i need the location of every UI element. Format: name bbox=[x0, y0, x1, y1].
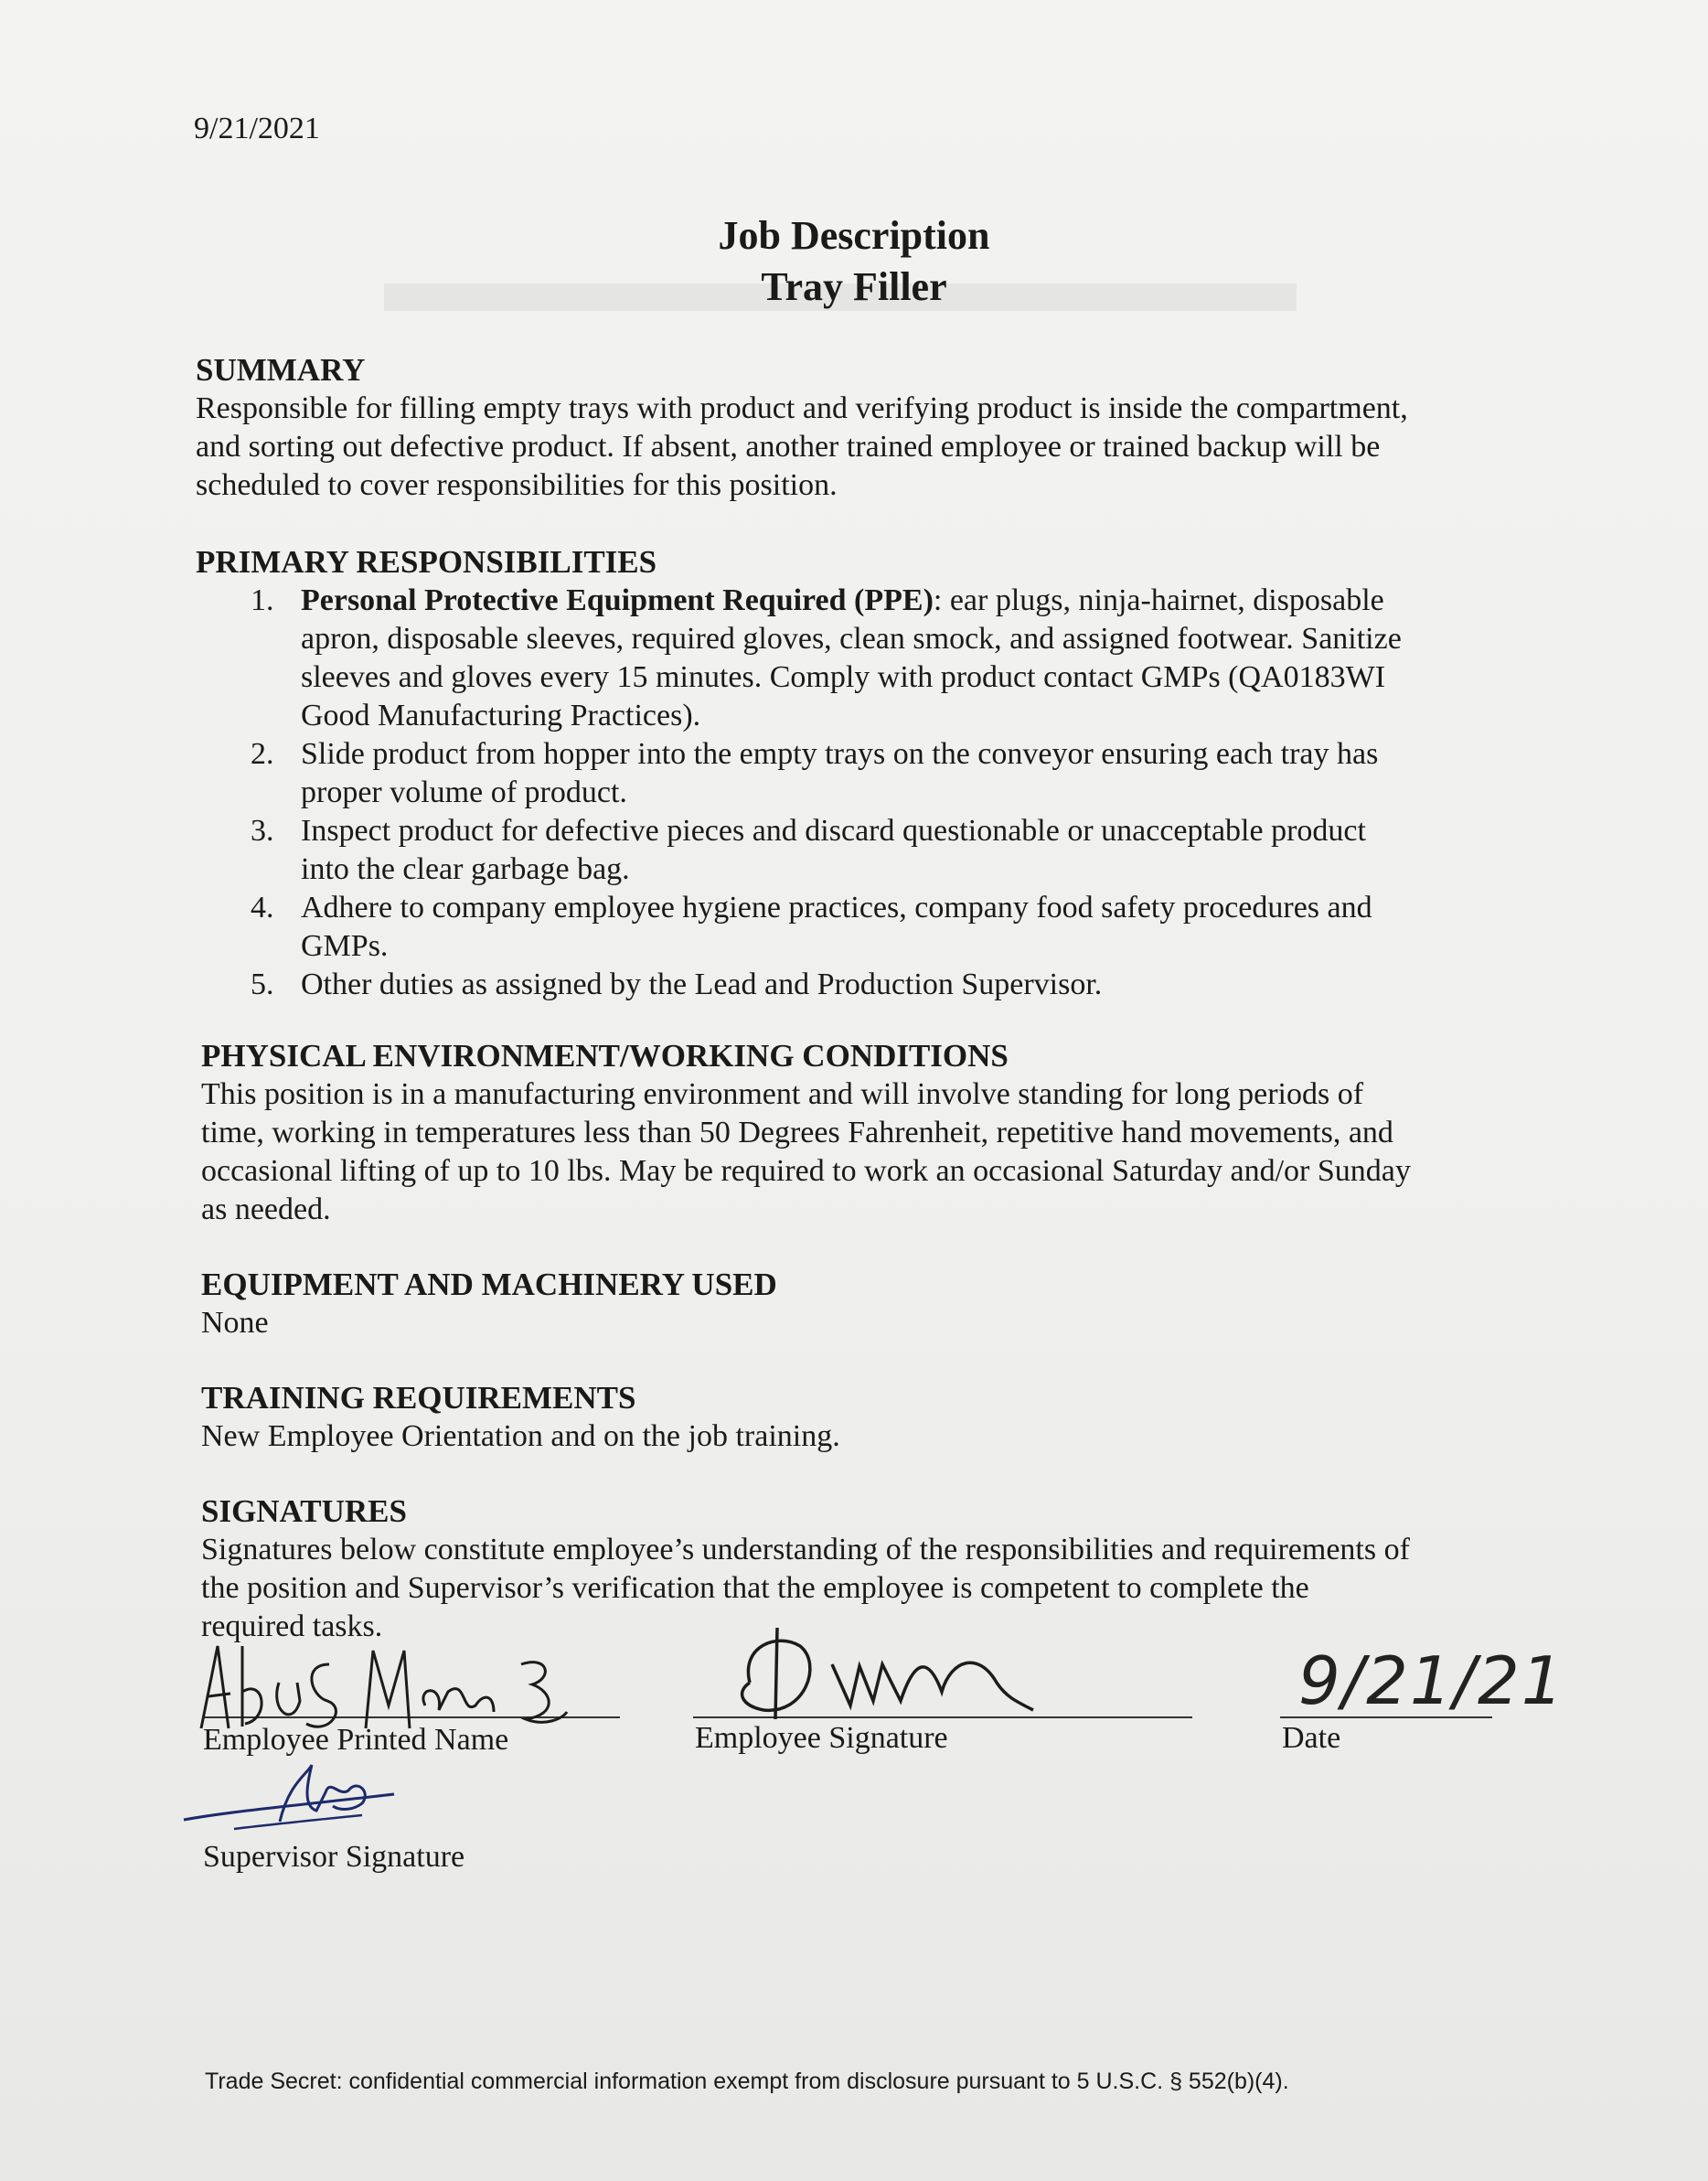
trade-secret-footer: Trade Secret: confidential commercial information exempt from disclosure pursuant to 5 U.S.C. § 552(b)(4). bbox=[205, 2069, 1289, 2094]
list-item bbox=[196, 966, 1531, 1004]
training-section bbox=[201, 1379, 1536, 1456]
summary-section bbox=[196, 351, 1531, 505]
list-number: 1. bbox=[251, 583, 274, 617]
list-line: proper volume of product. bbox=[301, 775, 627, 809]
list-line: Good Manufacturing Practices). bbox=[301, 699, 701, 732]
list-line: Other duties as assigned by the Lead and Production Supervisor. bbox=[301, 968, 1103, 1001]
document-date: 9/21/2021 bbox=[194, 112, 320, 145]
list-number: 3. bbox=[251, 814, 274, 848]
list-item bbox=[196, 812, 1531, 889]
handwritten-employee-signature bbox=[722, 1609, 1051, 1728]
summary-line: and sorting out defective product. If absent, another trained employee or trained backup will be bbox=[196, 430, 1381, 464]
physical-heading: PHYSICAL ENVIRONMENT/WORKING CONDITIONS bbox=[201, 1038, 1009, 1074]
list-line: Inspect product for defective pieces and discard questionable or unacceptable product bbox=[301, 814, 1366, 848]
equipment-section bbox=[201, 1266, 1536, 1342]
date-label: Date bbox=[1282, 1721, 1341, 1755]
list-number: 4. bbox=[251, 891, 274, 925]
list-line: Slide product from hopper into the empty trays on the conveyor ensuring each tray has bbox=[301, 737, 1379, 771]
list-line: : ear plugs, ninja-hairnet, disposable bbox=[933, 583, 1384, 617]
list-item bbox=[196, 889, 1531, 966]
supervisor-signature-label: Supervisor Signature bbox=[203, 1840, 465, 1874]
ppe-bold-label: Personal Protective Equipment Required (PPE) bbox=[301, 583, 934, 617]
responsibilities-list bbox=[196, 582, 1531, 1004]
list-line: GMPs. bbox=[301, 929, 389, 963]
equipment-heading: EQUIPMENT AND MACHINERY USED bbox=[201, 1267, 777, 1302]
signatures-line: Signatures below constitute employee’s understanding of the responsibilities and requirements of bbox=[201, 1533, 1410, 1566]
list-line: sleeves and gloves every 15 minutes. Comply with product contact GMPs (QA0183WI bbox=[301, 660, 1386, 694]
handwritten-printed-name bbox=[192, 1628, 576, 1747]
signatures-line: the position and Supervisor’s verification that the employee is competent to complete the bbox=[201, 1571, 1309, 1605]
physical-conditions-section bbox=[201, 1037, 1536, 1229]
equipment-text: None bbox=[201, 1306, 269, 1340]
list-number: 2. bbox=[251, 737, 274, 771]
list-item bbox=[196, 582, 1531, 735]
employee-signature-label: Employee Signature bbox=[695, 1721, 948, 1755]
page-title bbox=[0, 210, 1708, 313]
physical-line: as needed. bbox=[201, 1192, 331, 1226]
handwritten-date: 9/21/21 bbox=[1298, 1642, 1565, 1719]
summary-line: scheduled to cover responsibilities for this position. bbox=[196, 468, 838, 502]
list-line: apron, disposable sleeves, required gloves, clean smock, and assigned footwear. Sanitize bbox=[301, 622, 1402, 656]
employee-printed-name-label: Employee Printed Name bbox=[203, 1723, 509, 1757]
summary-heading: SUMMARY bbox=[196, 352, 366, 388]
title-line-1: Job Description bbox=[718, 213, 990, 258]
signatures-line: required tasks. bbox=[201, 1609, 383, 1643]
signatures-heading: SIGNATURES bbox=[201, 1493, 407, 1529]
training-heading: TRAINING REQUIREMENTS bbox=[201, 1380, 636, 1416]
list-number: 5. bbox=[251, 968, 274, 1001]
handwritten-supervisor-signature bbox=[179, 1756, 417, 1847]
physical-line: This position is in a manufacturing environment and will involve standing for long periods of bbox=[201, 1077, 1364, 1111]
primary-responsibilities-section bbox=[196, 543, 1531, 1004]
training-text: New Employee Orientation and on the job training. bbox=[201, 1419, 840, 1453]
physical-line: occasional lifting of up to 10 lbs. May be required to work an occasional Saturday and/or Sunday bbox=[201, 1154, 1411, 1188]
list-line: into the clear garbage bag. bbox=[301, 852, 630, 886]
physical-line: time, working in temperatures less than 50 Degrees Fahrenheit, repetitive hand movements, and bbox=[201, 1116, 1393, 1149]
primary-heading: PRIMARY RESPONSIBILITIES bbox=[196, 544, 657, 580]
list-item bbox=[196, 735, 1531, 812]
list-line: Adhere to company employee hygiene practices, company food safety procedures and bbox=[301, 891, 1372, 925]
summary-line: Responsible for filling empty trays with product and verifying product is inside the compartment, bbox=[196, 391, 1408, 425]
title-line-2: Tray Filler bbox=[761, 264, 947, 309]
